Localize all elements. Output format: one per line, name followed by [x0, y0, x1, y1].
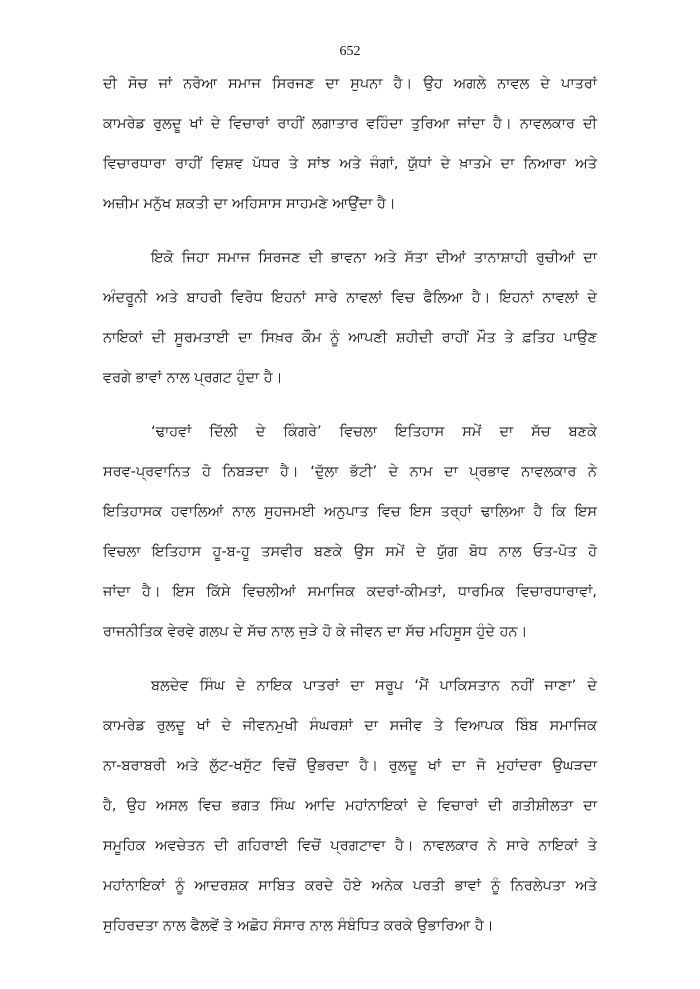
- text-line: ਨਾ-ਬਰਾਬਰੀ ਅਤੇ ਲੁੱਟ-ਖਸੁੱਟ ਵਿਚੋਂ ਉਭਰਦਾ ਹੈ। ਰੁਲਦੂ ਖਾਂ ਦਾ ਜੋ ਮੁਹਾਂਦਰਾ ਉਘੜਦਾ: [103, 758, 597, 774]
- text-line: ਅੰਦਰੂਨੀ ਅਤੇ ਬਾਹਰੀ ਵਿਰੋਧ ਇਹਨਾਂ ਸਾਰੇ ਨਾਵਲਾਂ ਵਿਚ ਫੈਲਿਆ ਹੈ। ਇਹਨਾਂ ਨਾਵਲਾਂ ਦੇ: [103, 290, 597, 306]
- body-text: [103, 64, 597, 946]
- paragraph-gap: [103, 224, 597, 238]
- text-line: ਇਤਿਹਾਸਕ ਹਵਾਲਿਆਂ ਨਾਲ ਸੁਹਜਮਈ ਅਨੁਪਾਤ ਵਿਚ ਇਸ ਤਰ੍ਹਾਂ ਢਾਲਿਆ ਹੈ ਕਿ ਇਸ: [103, 504, 597, 520]
- text-line: ਨਾਇਕਾਂ ਦੀ ਸੂਰਮਤਾਈ ਦਾ ਸਿਖ਼ਰ ਕੌਮ ਨੂੰ ਆਪਣੀ ਸ਼ਹੀਦੀ ਰਾਹੀਂ ਮੌਤ ਤੇ ਫ਼ਤਿਹ ਪਾਉਣ: [103, 330, 597, 346]
- text-line: ਬਲਦੇਵ ਸਿੰਘ ਦੇ ਨਾਇਕ ਪਾਤਰਾਂ ਦਾ ਸਰੂਪ ‘ਮੈਂ ਪਾਕਿਸਤਾਨ ਨਹੀਂ ਜਾਣਾ’ ਦੇ: [151, 678, 597, 694]
- text-line: ਸਮੂਹਿਕ ਅਵਚੇਤਨ ਦੀ ਗਹਿਰਾਈ ਵਿਚੋਂ ਪ੍ਰਗਟਾਵਾ ਹੈ। ਨਾਵਲਕਾਰ ਨੇ ਸਾਰੇ ਨਾਇਕਾਂ ਤੇ: [103, 838, 597, 854]
- paragraph: [103, 666, 597, 946]
- paragraph: [103, 412, 597, 652]
- text-line: ਹੈ, ਉਹ ਅਸਲ ਵਿਚ ਭਗਤ ਸਿੰਘ ਆਦਿ ਮਹਾਂਨਾਇਕਾਂ ਦੇ ਵਿਚਾਰਾਂ ਦੀ ਗਤੀਸ਼ੀਲਤਾ ਦਾ: [103, 798, 597, 814]
- text-line: ਵਿਚਲਾ ਇਤਿਹਾਸ ਹੂ-ਬ-ਹੂ ਤਸਵੀਰ ਬਣਕੇ ਉਸ ਸਮੇਂ ਦੇ ਯੁੱਗ ਬੋਧ ਨਾਲ ਓਤ-ਪੋਤ ਹੋ: [103, 544, 597, 560]
- paragraph: [103, 238, 597, 398]
- text-line: ਸਰਵ-ਪ੍ਰਵਾਨਿਤ ਹੋ ਨਿਬੜਦਾ ਹੈ। ‘ਦੁੱਲਾ ਭੱਟੀ’ ਦੇ ਨਾਮ ਦਾ ਪ੍ਰਭਾਵ ਨਾਵਲਕਾਰ ਨੇ: [103, 464, 597, 480]
- text-line: ਜਾਂਦਾ ਹੈ। ਇਸ ਕਿੱਸੇ ਵਿਚਲੀਆਂ ਸਮਾਜਿਕ ਕਦਰਾਂ-ਕੀਮਤਾਂ, ਧਾਰਮਿਕ ਵਿਚਾਰਧਾਰਾਵਾਂ,: [103, 584, 597, 600]
- text-line: ਅਜ਼ੀਮ ਮਨੁੱਖ ਸ਼ਕਤੀ ਦਾ ਅਹਿਸਾਸ ਸਾਹਮਣੇ ਆਉਂਦਾ ਹੈ।: [103, 196, 396, 212]
- text-line: ਸੁਹਿਰਦਤਾ ਨਾਲ ਫੈਲਵੇਂ ਤੇ ਅਛੋਹ ਸੰਸਾਰ ਨਾਲ ਸੰਬੰਧਿਤ ਕਰਕੇ ਉਭਾਰਿਆ ਹੈ।: [103, 918, 494, 934]
- text-line: ਵਿਚਾਰਧਾਰਾ ਰਾਹੀਂ ਵਿਸ਼ਵ ਪੱਧਰ ਤੇ ਸਾਂਝ ਅਤੇ ਜੰਗਾਂ, ਯੁੱਧਾਂ ਦੇ ਖ਼ਾਤਮੇ ਦਾ ਨਿਆਰਾ ਅਤੇ: [103, 156, 597, 172]
- text-line: ਮਹਾਂਨਾਇਕਾਂ ਨੂੰ ਆਦਰਸ਼ਕ ਸਾਬਿਤ ਕਰਦੇ ਹੋਏ ਅਨੇਕ ਪਰਤੀ ਭਾਵਾਂ ਨੂੰ ਨਿਰਲੇਪਤਾ ਅਤੇ: [103, 878, 597, 894]
- text-line: ‘ਢਾਹਵਾਂ ਦਿੱਲੀ ਦੇ ਕਿੰਗਰੇ’ ਵਿਚਲਾ ਇਤਿਹਾਸ ਸਮੇਂ ਦਾ ਸੱਚ ਬਣਕੇ: [151, 424, 597, 440]
- text-line: ਦੀ ਸੋਚ ਜਾਂ ਨਰੋਆ ਸਮਾਜ ਸਿਰਜਣ ਦਾ ਸੁਪਨਾ ਹੈ। ਉਹ ਅਗਲੇ ਨਾਵਲ ਦੇ ਪਾਤਰਾਂ: [103, 76, 597, 92]
- text-line: ਇਕੋ ਜਿਹਾ ਸਮਾਜ ਸਿਰਜਣ ਦੀ ਭਾਵਨਾ ਅਤੇ ਸੱਤਾ ਦੀਆਂ ਤਾਨਾਸ਼ਾਹੀ ਰੁਚੀਆਂ ਦਾ: [151, 250, 597, 266]
- paragraph-gap: [103, 398, 597, 412]
- page-number: 652: [339, 44, 361, 59]
- text-line: ਰਾਜਨੀਤਿਕ ਵੇਰਵੇ ਗਲਪ ਦੇ ਸੱਚ ਨਾਲ ਜੁੜੇ ਹੋ ਕੇ ਜੀਵਨ ਦਾ ਸੱਚ ਮਹਿਸੂਸ ਹੁੰਦੇ ਹਨ।: [103, 624, 528, 640]
- paragraph-gap: [103, 652, 597, 666]
- text-line: ਕਾਮਰੇਡ ਰੁਲਦੂ ਖਾਂ ਦੇ ਵਿਚਾਰਾਂ ਰਾਹੀਂ ਲਗਾਤਾਰ ਵਹਿੰਦਾ ਤੁਰਿਆ ਜਾਂਦਾ ਹੈ। ਨਾਵਲਕਾਰ ਦੀ: [103, 116, 597, 132]
- paragraph: [103, 64, 597, 224]
- text-line: ਕਾਮਰੇਡ ਰੁਲਦੂ ਖਾਂ ਦੇ ਜੀਵਨਮੁਖੀ ਸੰਘਰਸ਼ਾਂ ਦਾ ਸਜੀਵ ਤੇ ਵਿਆਪਕ ਬਿੰਬ ਸਮਾਜਿਕ: [103, 718, 597, 734]
- text-line: ਵਰਗੇ ਭਾਵਾਂ ਨਾਲ ਪ੍ਰਗਟ ਹੁੰਦਾ ਹੈ।: [103, 370, 283, 386]
